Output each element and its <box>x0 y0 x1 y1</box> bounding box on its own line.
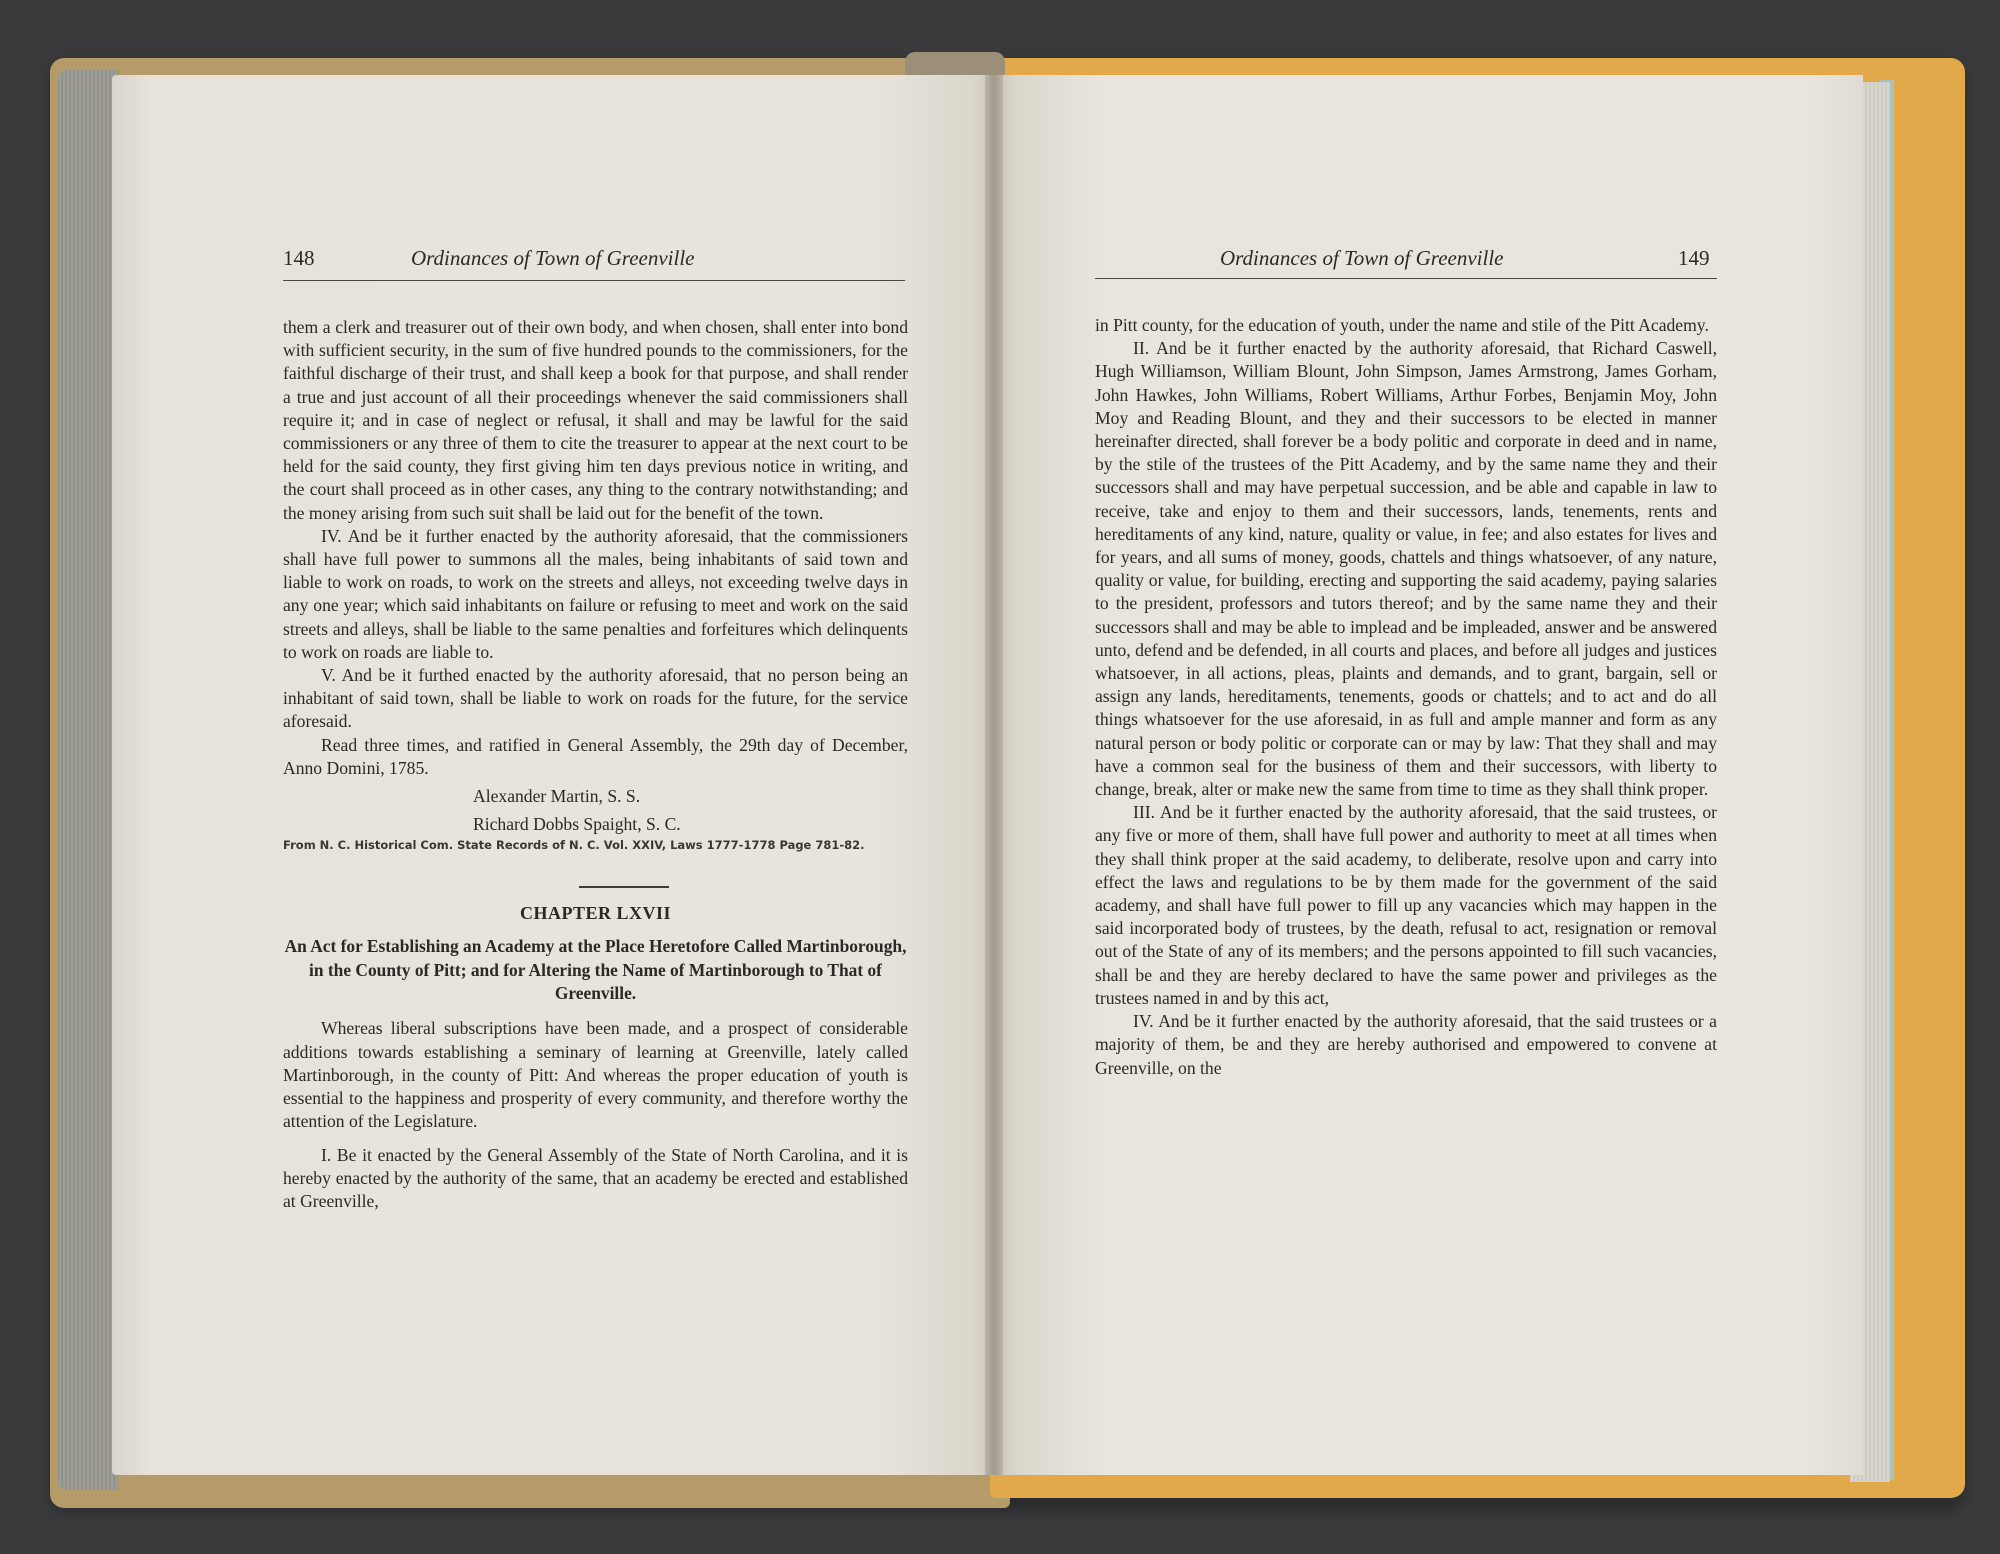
left-running-title: Ordinances of Town of Greenville <box>411 246 695 270</box>
paragraph: V. And be it furthed enacted by the authority aforesaid, that no person being an inhabitant of said town, shall be liable to work on roads for the future, for the service aforesaid. <box>283 665 908 732</box>
paragraph: in Pitt county, for the education of youth, under the name and stile of the Pitt Academy. <box>1095 315 1709 335</box>
left-page-number: 148 <box>283 246 315 270</box>
paragraph: Whereas liberal subscriptions have been made, and a prospect of considerable additions towards establishing a seminary of learning at Greenville, lately called Martinborough, in the county of Pitt: And whereas the proper education of youth is essential to the happiness and prosperity of every community, and therefore worthy the attention of the Legislature. <box>283 1018 908 1132</box>
book-gutter <box>985 75 1003 1475</box>
signature-line: Richard Dobbs Spaight, S. C. <box>473 814 681 835</box>
chapter-heading: CHAPTER LXVII <box>519 903 672 924</box>
paragraph: II. And be it further enacted by the authority aforesaid, that Richard Caswell, Hugh Williamson, William Blount, John Simpson, James Armstrong, James Gorham, John Hawkes, John Williams, Robert Williams, Arthur Forbes, Benjamin Moy, John Moy and Reading Blount, and they and their successors to be elected in manner hereinafter directed, shall forever be a body politic and corporate in deed and in name, by the stile of the trustees of the Pitt Academy, and by the same name they and their successors shall and may have perpetual succession, and be able and capable in law to receive, take and enjoy to them and their successors, lands, tenements, rents and hereditaments of any kind, nature, quality or value, in fee; and also estates for lives and for years, and all sums of money, goods, chattels and things whatsoever, of any nature, quality or value, for building, erecting and supporting the said academy, paying salaries to the president, professors and tutors thereof; and by the same name they and their successors shall and may be able to implead and be impleaded, answer and be answered unto, defend and be defended, in all courts and places, and before all judges and justices whatsoever, in all actions, pleas, plaints and demands, and to grant, bargain, sell or assign any lands, hereditaments, tenements, goods or chattels; and to act and do all things whatsoever for the use aforesaid, in as full and ample manner and form as any natural person or body politic or corporate can or may by law: That they shall and may have a common seal for the business of them and their successors, with liberty to change, break, alter or make new the same from time to time as they shall think proper. <box>1095 338 1717 800</box>
right-text-block <box>1095 314 1717 1080</box>
source-note: From N. C. Historical Com. State Records of N. C. Vol. XXIV, Laws 1777-1778 Page 781-82. <box>283 838 865 853</box>
signature-line: Alexander Martin, S. S. <box>473 786 641 807</box>
act-title: An Act for Establishing an Academy at the Place Heretofore Called Martinborough, in the County of Pitt; and for Altering the Name of Martinborough to That of Greenville. <box>284 936 907 1004</box>
left-head-rule <box>283 280 905 281</box>
paragraph: IV. And be it further enacted by the authority aforesaid, that the said trustees or a majority of them, be and they are hereby authorised and empowered to convene at Greenville, on the <box>1095 1011 1717 1078</box>
paragraph: them a clerk and treasurer out of their own body, and when chosen, shall enter into bond with sufficient security, in the sum of five hundred pounds to the commissioners, for the faithful discharge of their trust, and shall keep a book for that purpose, and shall render a true and just account of all their proceedings whenever the said commissioners shall require it; and in case of neglect or refusal, it shall and may be lawful for the said commissioners or any three of them to cite the treasurer to appear at the next court to be held for the said county, they first giving him ten days previous notice in writing, and the court shall proceed as in other cases, any thing to the contrary notwithstanding; and the money arising from such suit shall be laid out for the benefit of the town. <box>283 317 908 523</box>
right-head-rule <box>1095 278 1717 279</box>
right-page-number: 149 <box>1678 246 1710 270</box>
paragraph: I. Be it enacted by the General Assembly of the State of North Carolina, and it is hereby enacted by the authority of the same, that an academy be erected and established at Greenville, <box>283 1144 908 1211</box>
page-edges-left <box>58 70 118 1490</box>
left-text-block <box>283 316 908 1213</box>
right-running-title: Ordinances of Town of Greenville <box>1220 246 1504 270</box>
section-divider <box>579 886 669 888</box>
paragraph: IV. And be it further enacted by the authority aforesaid, that the commissioners shall have full power to summons all the males, being inhabitants of said town and liable to work on roads, to work on the streets and alleys, not exceeding twelve days in any one year; which said inhabitants on failure or refusing to meet and work on the said streets and alleys, shall be liable to the same penalties and forfeitures which delinquents to work on roads are liable to. <box>283 525 908 662</box>
paragraph: Read three times, and ratified in General Assembly, the 29th day of December, Anno Domini, 1785. <box>283 734 908 778</box>
paragraph: III. And be it further enacted by the authority aforesaid, that the said trustees, or any five or more of them, shall have full power and authority to meet at all times when they shall think proper at the said academy, to deliberate, resolve upon and carry into effect the laws and regulations to be by them made for the government of the said academy, and shall have full power to fill up any vacancies which may happen in the said incorporated body of trustees, by the death, refusal to act, resignation or removal out of the State of any of its members; and the persons appointed to fill such vacancies, shall be and they are hereby declared to have the same power and privileges as the trustees named in and by this act, <box>1095 802 1717 1008</box>
